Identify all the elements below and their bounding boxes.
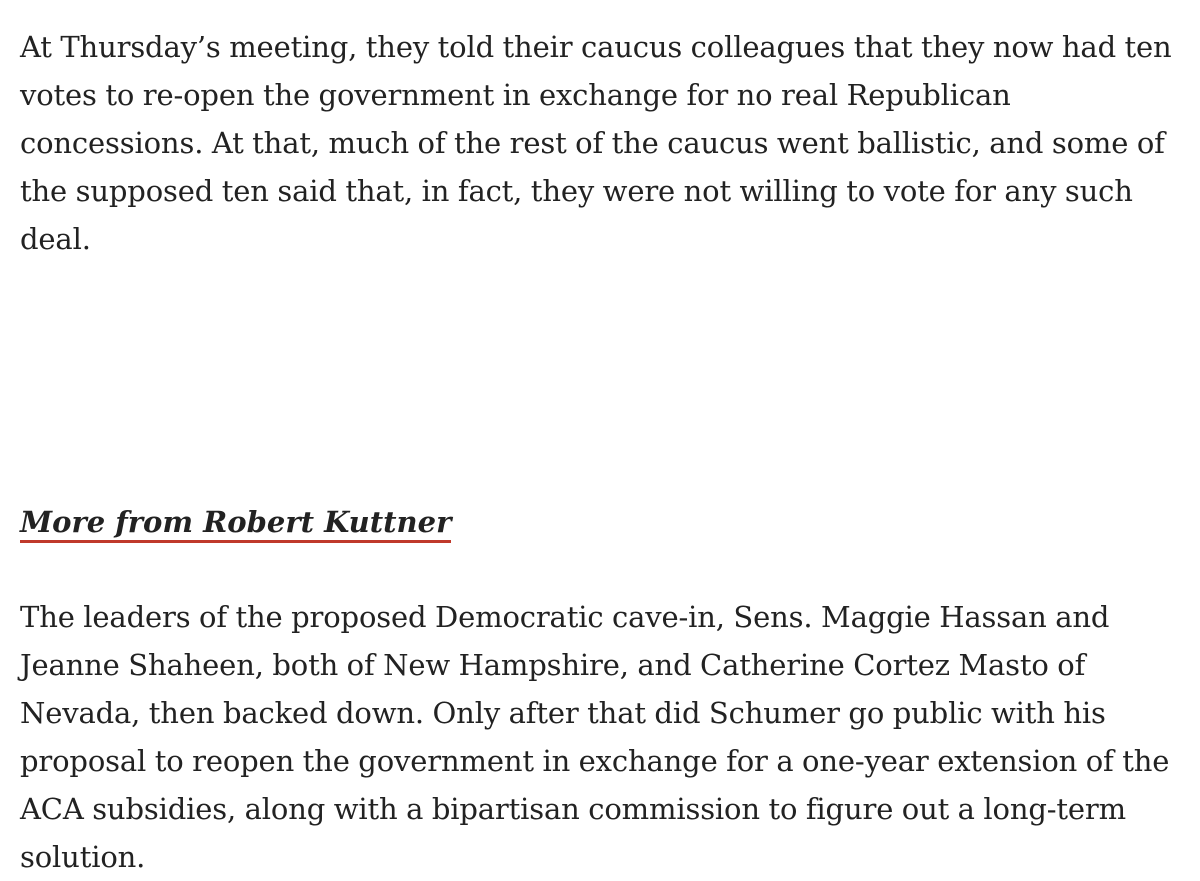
related-link-container — [20, 498, 451, 546]
more-from-author-link[interactable]: More from Robert Kuttner — [20, 505, 451, 543]
article-paragraph-1: At Thursday’s meeting, they told their caucus colleagues that they now had ten votes to re-open the government in exchange for no real Republican concessions. At that, much of the rest of the caucus went ballistic, and some of the supposed ten said that, in fact, they were not willing to vote for any such deal. — [20, 30, 1172, 256]
article-paragraph-2: The leaders of the proposed Democratic cave-in, Sens. Maggie Hassan and Jeanne Shaheen, both of New Hampshire, and Catherine Cortez Masto of Nevada, then backed down. Only after that did Schumer go public with his proposal to reopen the government in exchange for a one-year extension of the ACA subsidies, along with a bipartisan commission to figure out a long-term solution. — [20, 600, 1170, 874]
